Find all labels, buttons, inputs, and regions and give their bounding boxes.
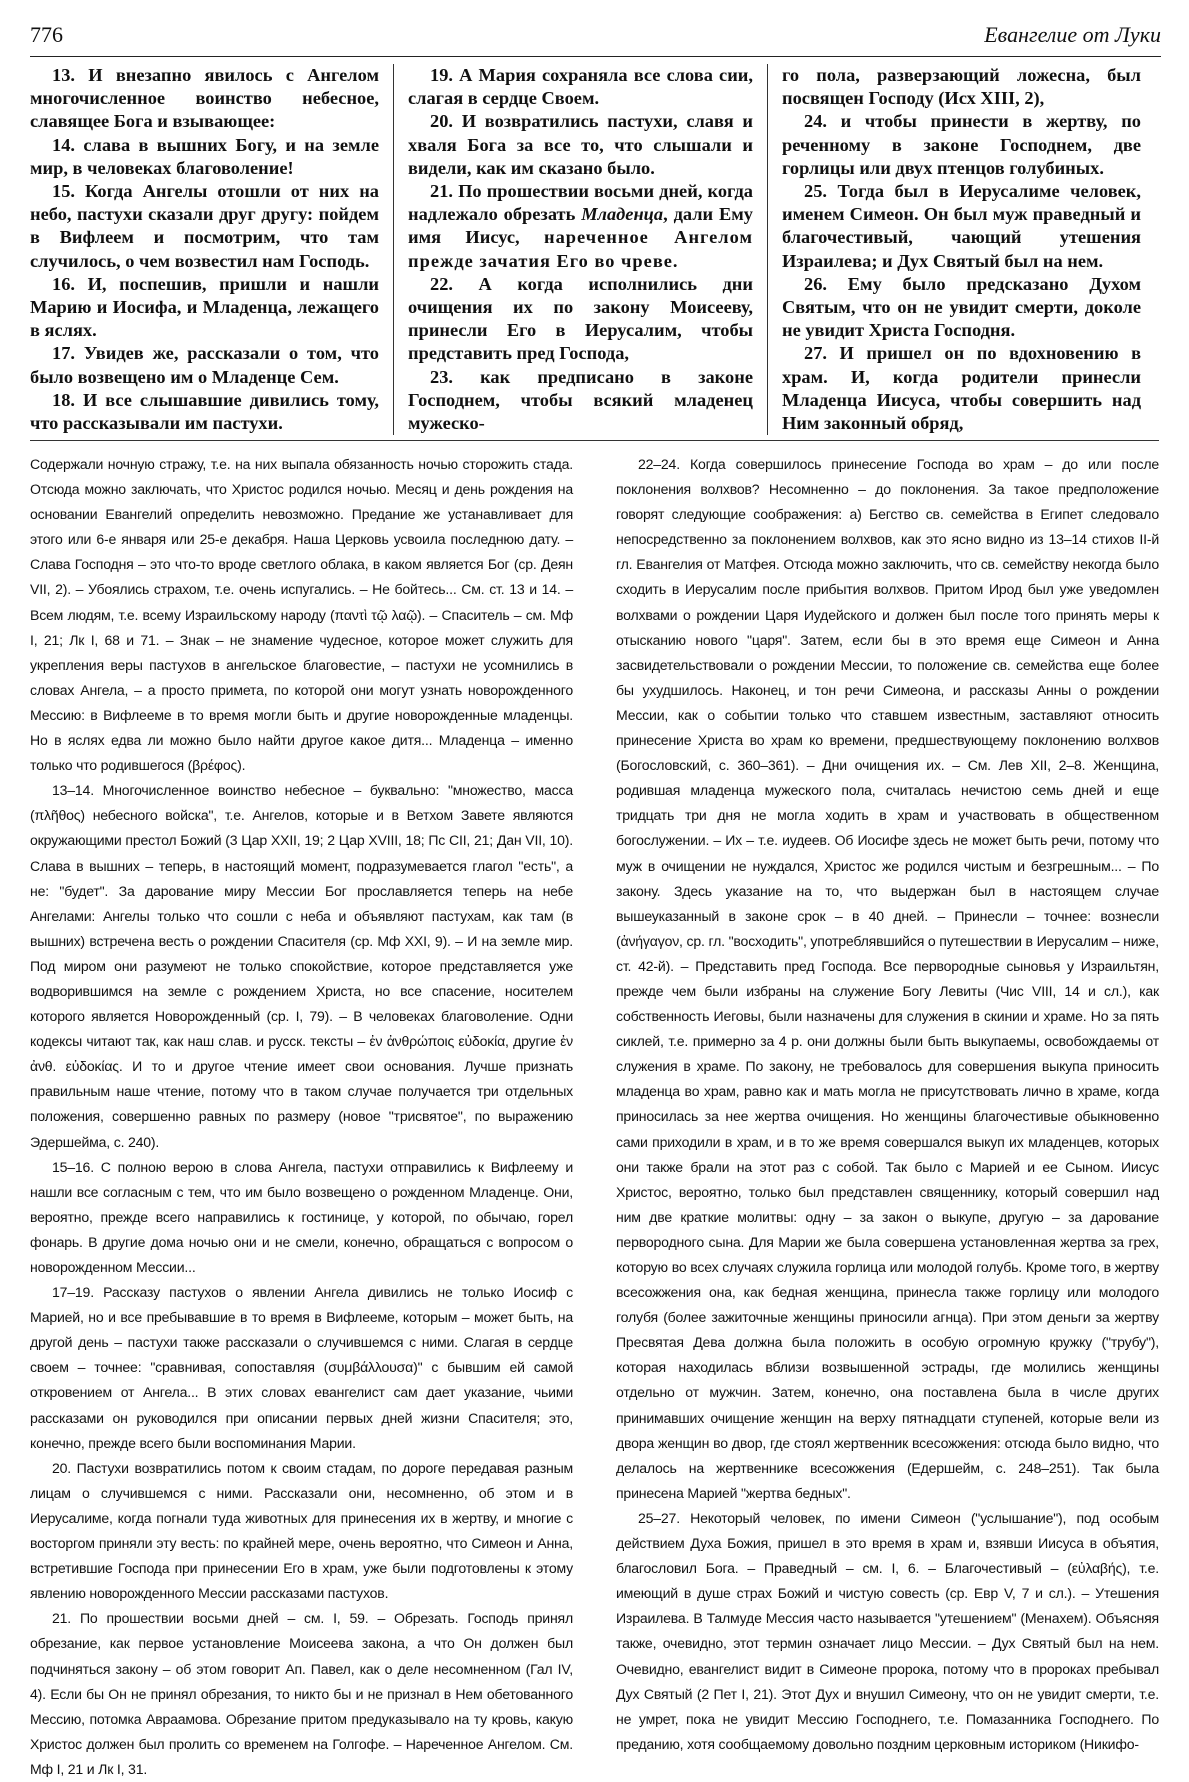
verse-17: 17. Увидев же, рассказали о том, что было возвещено им о Младенце Сем. [30,343,379,387]
commentary-column-left [30,452,573,1782]
commentary-paragraph: 17–19. Рассказу пастухов о явлении Ангела дивились не только Иосиф с Марией, но и все пребывавшие в то время в Вифлееме, которым – может быть, на другой день – пастухи также рассказали о случившемся с ними. Слагая в сердце своем – точнее: "сравнивая, сопоставляя (συμβάλλουσα)" с бывшим ей самой откровением от Ангела... В этих словах евангелист сам дает указание, чьими рассказами он руководился при описании первых дней жизни Спасителя; это, конечно, прежде всего были воспоминания Марии. [30,1284,573,1451]
commentary-paragraph: 21. По прошествии восьми дней – см. I, 59. – Обрезать. Господь принял обрезание, как первое установление Моисеева закона, а что Он должен был подчиняться закону – об этом говорит Ап. Павел, как о деле несомненном (Гал IV, 4). Если бы Он не принял обрезания, то никто бы и не признал в Нем обетованного Мессию, потомка Авраамова. Обрезание притом предуказывало на ту кровь, какую Христос должен был пролить со временем на Голгофе. – Нареченное Ангелом. См. Мф I, 21 и Лк I, 31. [30,1610,573,1777]
verse-21-middle: , дали Ему имя Иисус, [408,204,753,248]
verse-20: 20. И возвратились пастухи, славя и хваля Бога за все то, что слышали и видели, как им сказано было. [408,111,753,178]
verse-13: 13. И внезапно явилось с Ангелом многочисленное воинство небесное, славящее Бога и взывающее: [30,65,379,132]
commentary-paragraph: 20. Пастухи возвратились потом к своим стадам, по дороге передавая разным лицам о случившемся с ними. Рассказали они, несомненно, об этом и в Иерусалиме, когда погнали туда животных для принесения их в жертву, и многие с восторгом приняли эту весть: по крайней мере, очень вероятно, что Симеон и Анна, встретившие Господа при принесении Его в храм, уже были подготовлены к этому явлению новорожденного Мессии рассказами пастухов. [30,1459,573,1602]
verse-19: 19. А Мария сохраняла все слова сии, слагая в сердце Своем. [408,65,753,109]
commentary [30,452,1159,1777]
verse-21-end: нареченное Ангелом прежде зачатия Его во чреве. [408,227,753,271]
verse-27: 27. И пришел он по вдохновению в храм. И, когда родители принесли Младенца Иисуса, чтобы совершить над Ним законный обряд, [782,343,1141,434]
verse-21-italic: Младенца [581,204,664,225]
verse-21-start: 21. По прошествии восьми дней, когда надлежало обрезать [408,181,753,225]
page-header [30,22,1161,57]
commentary-paragraph: 22–24. Когда совершилось принесение Господа во храм – до или после поклонения волхвов? Несомненно – до поклонения. За такое предположение говорят следующие соображения: а) Бегство св. семейства в Египет следовало непосредственно за поклонением волхвов, как это ясно видно из 13–14 стихов II-й гл. Евангелия от Матфея. Отсюда можно заключить, что св. семейству некогда было сходить в Иерусалим после прибытия волхвов. Притом Ирод был уже уведомлен волхвами о рождении Царя Иудейского и должен был после того принять меры к отысканию нового "царя". Затем, если бы в это время еще Симеон и Анна засвидетельствовали о рождении Мессии, то положение св. семейства еще более бы ухудшилось. Наконец, и тон речи Симеона, и рассказы Анны о рождении Мессии, как о событии только что ставшем известным, заставляют относить принесение Христа во храм ко времени, предшествующему поклонению волхвов (Богословский, с. 360–361). – Дни очищения их. – См. Лев XII, 2–8. Женщина, родившая младенца мужеского пола, считалась нечистою семь дней и еще тридцать три дня не могла ходить в храм и участвовать в общественном богослужении. – Их – т.е. иудеев. Об Иосифе здесь не может быть речи, потому что муж в очищении не нуждался, Христос же родился чистым и безгрешным... – По закону. Здесь указание на то, что выдержан был в настоящем случае вышеуказанный в законе срок – в 40 дней. – Принесли – точнее: вознесли (ἀνήγαγον, ср. гл. "восходить", употреблявшийся о путешествии в Иерусалим – ниже, ст. 42-й). – Представить пред Господа. Все первородные сыновья у Израильтян, прежде чем были избраны на служение Богу Левиты (Чис VIII, 14 и сл.), как собственность Иеговы, были назначены для служения в скинии и храме. Но за пять сиклей, т.е. примерно за 4 р. они должны были быть выкупаемы, освобождаемы от служения в храме. По закону, не требовалось для совершения выкупа приносить младенца во храм, равно как и мать могла не присутствовать лично в храме, когда приносилась за нее жертва очищения. Но женщины благочестивые обыкновенно сами приходили в храм, и в то же время совершался выкуп их младенцев, которых они также брали на этот раз с собой. Так было с Марией и ее Сыном. Иисус Христос, вероятно, только был представлен священнику, который совершил над ним две краткие молитвы: одну – за закон о выкупе, другую – за дарование первородного сына. Для Марии же была совершена установленная жертва за грех, которую во всех случаях служила горлица или молодой голубь. Кроме того, в жертву всесожжения она, как бедная женщина, принесла также горлицу или молодого голубя (более зажиточные женщины приносили агнца). При этом деньги за жертву Пресвятая Дева должна была положить в особую огромную кружку ("трубу"), которая находилась вблизи возвышенной эстрады, где молились женщины отдельно от мужчин. Затем, конечно, она поставлена была в числе других принимавших очищение женщин на верху пятнадцати ступеней, которые вели из двора женщин во двор, где стоял жертвенник всесожжения: отсюда было видно, что делалось на жертвеннике всесожжения (Едершейм, с. 248–251). Так была принесена Марией "жертва бедных". [616,456,1159,1501]
scripture-text [30,64,1159,432]
verse-14: 14. слава в вышних Богу, и на земле мир, в человеках благоволение! [30,134,379,178]
commentary-paragraph: Содержали ночную стражу, т.е. на них выпала обязанность ночью сторожить стада. Отсюда можно заключать, что Христос родился ночью. Месяц и день рождения на основании Евангелий определить невозможно. Предание же устанавливает для этого или 6-е января или 25-е декабря. Наша Церковь усвоила последнюю дату. – Слава Господня – это что-то вроде светлого облака, в каком является Бог (ср. Деян VII, 2). – Убоялись страхом, т.е. очень испугались. – Не бойтесь... См. ст. 13 и 14. – Всем людям, т.е. всему Израильскому народу (παντὶ τῷ λαῷ). – Спаситель – см. Мф I, 21; Лк I, 68 и 71. – Знак – не знамение чудесное, которое может служить для укрепления веры пастухов в ангельское благовестие, – пастухи не усомнились в словах Ангела, – а просто примета, по которой они могут узнать новорожденного Мессию: в Вифлееме в то время могли быть и другие новорожденные младенцы. Но в яслях едва ли можно было найти другое какое дитя... Младенца – именно только что родившегося (βρέφος). [30,456,573,774]
verse-25: 25. Тогда был в Иерусалиме человек, именем Симеон. Он был муж праведный и благочестивый, чающий утешения Израилева; и Дух Святый был на нем. [782,181,1141,271]
verse-15: 15. Когда Ангелы отошли от них на небо, пастухи сказали друг другу: пойдем в Вифлеем и посмотрим, что там случилось, о чем возвестил нам Господь. [30,181,379,271]
page-number: 776 [30,22,63,47]
scripture-column-2 [393,64,767,435]
verse-23-continued: го пола, разверзающий ложесна, был посвящен Господу (Исх XIII, 2), [782,65,1141,109]
verse-23: 23. как предписано в законе Господнем, чтобы всякий младенец мужеско- [408,366,753,434]
commentary-paragraph: 25–27. Некоторый человек, по имени Симеон ("услышание"), под особым действием Духа Божия, пришел в это время в храм и, взявши Иисуса в объятия, благословил Бога. – Праведный – см. I, 6. – Благочестивый – (εὐλαβής), т.е. имеющий в душе страх Божий и чистую совесть (ср. Евр V, 7 и сл.). – Утешения Израилева. В Талмуде Мессия часто называется "утешением" (Менахем). Объясняя также, очевидно, этот термин означает лицо Мессии. – Дух Святый был на нем. Очевидно, евангелист видит в Симеоне пророка, потому что в пророках пребывал Дух Святый (2 Пет I, 21). Этот Дух и внушил Симеону, что он не увидит смерти, т.е. не умрет, пока не увидит Мессию Господнего, т.е. Помазанника Господнего. По преданию, хотя сообщаемому довольно поздним церковным историком (Никифо- [616,1509,1159,1752]
verse-18: 18. И все слышавшие дивились тому, что рассказывали им пастухи. [30,389,379,434]
commentary-column-right [616,452,1159,1782]
scripture-column-3 [767,64,1141,435]
running-title: Евангелие от Луки [984,22,1161,47]
verse-24: 24. и чтобы принести в жертву, по реченному в законе Господнем, две горлицы или двух птенцов голубиных. [782,111,1141,178]
verse-16: 16. И, поспешив, пришли и нашли Марию и Иосифа, и Младенца, лежащего в яслях. [30,273,379,341]
commentary-paragraph: 15–16. С полною верою в слова Ангела, пастухи отправились к Вифлеему и нашли все согласным с тем, что им было возвещено о рожденном Младенце. Они, вероятно, прежде всего направились к гостинице, у которой, по обычаю, горел фонарь. В другие дома ночью они и не смели, конечно, обращаться с вопросом о новорожденном Мессии... [30,1158,573,1275]
verse-26: 26. Ему было предсказано Духом Святым, что он не увидит смерти, доколе не увидит Христа Господня. [782,273,1141,341]
section-divider [30,440,1159,441]
scripture-column-1 [30,64,393,435]
verse-22: 22. А когда исполнились дни очищения их по закону Моисееву, принесли Его в Иерусалим, чтобы представить пред Господа, [408,273,753,364]
commentary-paragraph: 13–14. Многочисленное воинство небесное – буквально: "множество, масса (πλῆθος) небесного войска", т.е. Ангелов, которые и в Ветхом Завете являются окружающими престол Божий (3 Цар XXII, 19; 2 Цар XVIII, 18; Пс CII, 21; Дан VII, 10). Слава в вышних – теперь, в настоящий момент, подразумевается глагол "есть", а не: "будет". За дарование миру Мессии Бог прославляется теперь на небе Ангелами: Ангелы только что сошли с неба и объявляют пастухам, как там (в вышних) встречена весть о рождении Спасителя (ср. Мф XXI, 9). – И на земле мир. Под миром они разумеют не только спокойствие, которое представляется уже водворившимся на земле с рождением Христа, но все спасение, носителем которого является Новорожденный (ср. I, 79). – В человеках благоволение. Одни кодексы читают так, как наш слав. и русск. тексты – ἐν ἀνθρώποις εὐδοκία, другие ἐν ἀνθ. εὐδοκίας. И то и другое чтение имеет свои основания. Лучше признать правильным наше чтение, потому что в таком случае получается три отдельных положения, совершенно равных по размеру (новое "трисвятое", по выражению Эдершейма, с. 240). [30,782,573,1150]
verse-21 [408,180,753,273]
